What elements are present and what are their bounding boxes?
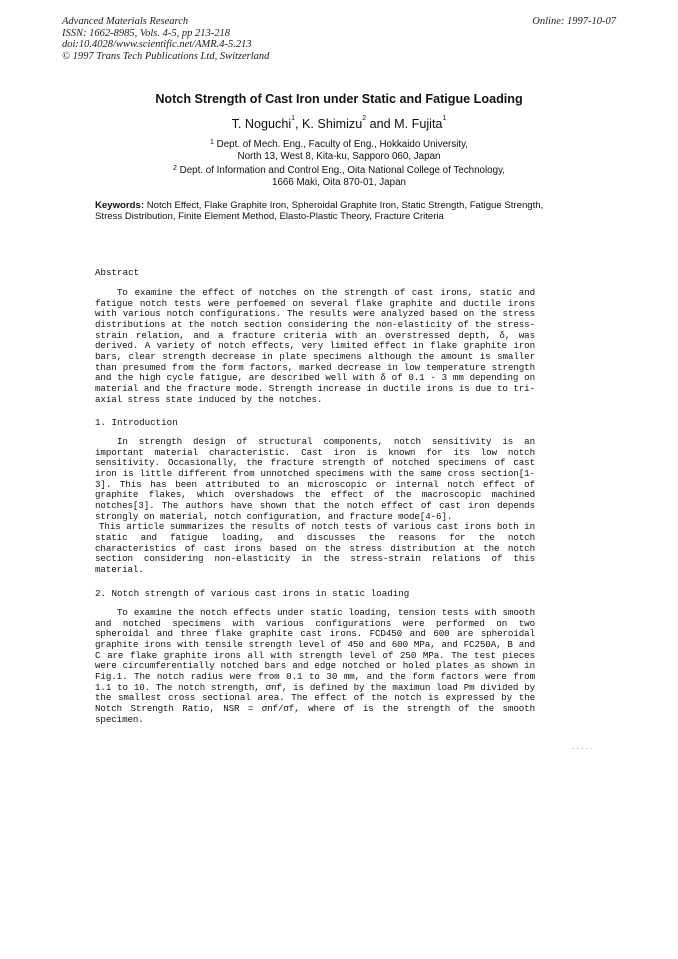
paragraph: This article summarizes the results of notch tests of various cast irons both in static and fatigue loading, and discusses the reasons for the notch characteristics of cast irons based on the stress distribution at the notch section considering non-elasticity in the stress-strain relations of this material. bbox=[95, 521, 535, 575]
author-name: M. Fujita bbox=[394, 117, 443, 131]
author-separator: and bbox=[366, 117, 395, 131]
online-date: Online: 1997-10-07 bbox=[532, 16, 616, 27]
abstract-heading: Abstract bbox=[95, 267, 140, 278]
author-name: K. Shimizu bbox=[302, 117, 363, 131]
author-affil-mark: 1 bbox=[291, 115, 296, 122]
journal-header bbox=[62, 16, 269, 62]
journal-name: Advanced Materials Research bbox=[62, 16, 189, 27]
keywords bbox=[95, 200, 550, 223]
affiliation-line: North 13, West 8, Kita-ku, Sapporo 060, Japan bbox=[237, 151, 441, 163]
introduction-body bbox=[95, 437, 535, 576]
author-affil-mark: 1 bbox=[442, 115, 447, 122]
section-heading-introduction: 1. Introduction bbox=[95, 417, 178, 428]
paragraph: To examine the notch effects under static loading, tension tests with smooth and notched specimens with various configurations were performed on two spheroidal and three flake graphite cast irons. FCD450 and 600 are spheroidal graphite irons with tensile strength level of 450 and 600 MPa, and FC250A, B and C are flake graphite irons all with strength level of 250 MPa. The test pieces were circumferentially notched bars and edge notched or holed plates as shown in Fig.1. The notch radius were from 0.1 to 30 mm, and the form factors were from 1.1 to 10. The notch strength, σnf, is defined by the maximun load Pm divided by the smallest cross sectional area. The effect of the notch is expressed by the Notch Strength Ratio, NSR = σnf/σf, where σf is the strength of the smooth specimen. bbox=[95, 607, 535, 725]
affiliation-mark: 1 bbox=[209, 139, 214, 146]
affiliation-mark: 2 bbox=[173, 165, 177, 172]
section-heading-notch-strength: 2. Notch strength of various cast irons in static loading bbox=[95, 588, 410, 599]
abstract-text: To examine the effect of notches on the strength of cast irons, static and fatigue notch tests were perfoemed on several flake graphite and ductile irons with various notch configurations. The results were analyzed based on the stress distributions at the notch section considering the non-elasticity of the stress-strain relation, and a fracture criteria with an overstressed depth, δ, was derived. A variety of notch effects, very limited effect in flake graphite iron bars, clear strength decrease in plate specimens although the amount is smaller than presumed from the form factors, marked decrease in low temperature strength and the high cycle fatigue, are described well with δ of 0.1 - 3 mm depending on material and the fracture mode. Strength increase in ductile irons is due to tri-axial stress state induced by the notches. bbox=[95, 287, 535, 405]
affiliation-line: 1666 Maki, Oita 870-01, Japan bbox=[272, 177, 406, 189]
author-name: T. Noguchi bbox=[231, 117, 292, 131]
keywords-label: Keywords: bbox=[95, 200, 145, 211]
paper-title: Notch Strength of Cast Iron under Static and Fatigue Loading bbox=[155, 92, 523, 106]
affiliation-1 bbox=[0, 139, 678, 164]
author-affil-mark: 2 bbox=[362, 115, 367, 122]
affiliation-line: Dept. of Mech. Eng., Faculty of Eng., Hokkaido University, bbox=[216, 139, 469, 150]
issn-line: ISSN: 1662-8985, Vols. 4-5, pp 213-218 bbox=[62, 27, 230, 39]
author-separator: , bbox=[295, 117, 303, 131]
paragraph: In strength design of structural components, notch sensitivity is an important material characteristic. Cast iron is known for its low notch sensitivity. Occasionally, the fracture strength of notched specimens of cast iron is little different from unnotched specimens with the same cross section[1-3]. This has been attributed to an microscopic or internal notch effect of graphite flakes, which overshadows the effect of the macroscopic machined notches[3]. The authors have shown that the notch effect of cast iron depends strongly on material, notch configuration, and fracture mode[4-6]. bbox=[95, 436, 535, 522]
page-mark: - - - - - bbox=[572, 746, 594, 752]
affiliation-line: Dept. of Information and Control Eng., Oita National College of Technology, bbox=[179, 165, 505, 176]
copyright-line: © 1997 Trans Tech Publications Ltd, Switzerland bbox=[62, 50, 270, 62]
keywords-text: Notch Effect, Flake Graphite Iron, Spheroidal Graphite Iron, Static Strength, Fatigue Strength, Stress Distribution, Finite Element Method, Elasto-Plastic Theory, Fracture Criteria bbox=[95, 200, 544, 223]
doi-line[interactable]: doi:10.4028/www.scientific.net/AMR.4-5.213 bbox=[62, 39, 252, 50]
author-list bbox=[0, 117, 678, 131]
affiliation-2 bbox=[0, 165, 678, 190]
abstract-body bbox=[95, 288, 535, 405]
section-2-body bbox=[95, 608, 535, 725]
